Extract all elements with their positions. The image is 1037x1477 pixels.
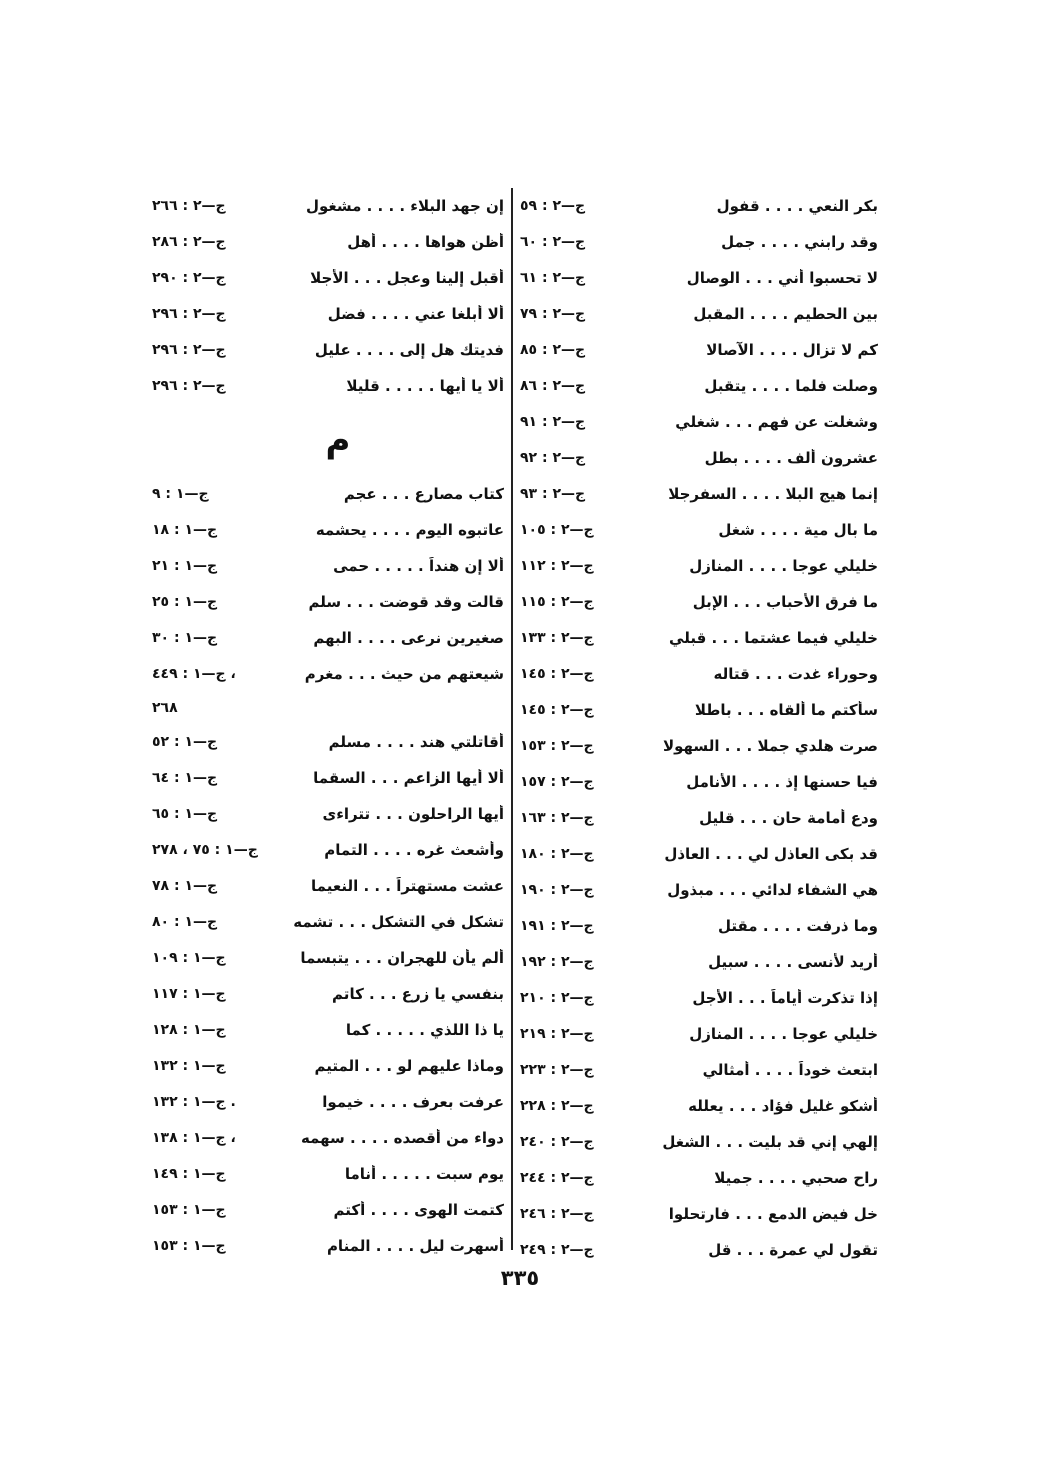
volume-page-ref: ج—٢ : ٢٤٩ — [520, 1242, 594, 1258]
volume-page-ref: ج—١ : ١٣٢ — [152, 1058, 226, 1074]
index-row — [520, 368, 878, 404]
verse-opening: يوم سبت . . . . . أناما — [344, 1165, 504, 1183]
index-row — [152, 868, 504, 904]
verse-opening: إذا تذكرت أياماً . . . الأجل — [692, 989, 878, 1007]
volume-page-ref: ج—٢ : ١١٢ — [520, 558, 594, 574]
index-row — [520, 728, 878, 764]
index-row — [152, 976, 504, 1012]
volume-page-ref: ج—٢ : ٨٥ — [520, 342, 586, 358]
verse-opening: كم لا تزال . . . . الآصالا — [706, 341, 878, 359]
volume-page-ref: ج—٢ : ١٥٧ — [520, 774, 594, 790]
verse-opening: فديتك هل إلى . . . . عليل — [314, 341, 504, 359]
index-row — [520, 944, 878, 980]
verse-opening: عاتبوه اليوم . . . . يحشمه — [315, 521, 504, 539]
verse-opening: بين الحطيم . . . . المقبل — [693, 305, 878, 323]
index-row — [520, 1052, 878, 1088]
index-row — [152, 224, 504, 260]
verse-opening: إلهي إني قد بليت . . . الشغل — [662, 1133, 878, 1151]
left-column — [152, 188, 504, 1264]
verse-opening: أشكو غليل فؤاد . . . يعلله — [688, 1097, 878, 1115]
verse-opening: ألم يأن للهجران . . . يتبسما — [300, 949, 504, 967]
verse-opening: ألا أيها الزاعم . . . السقما — [313, 769, 504, 787]
volume-page-ref: ج—٢ : ١٩٠ — [520, 882, 594, 898]
verse-opening: شيعتهم من حيث . . . مغرم — [304, 665, 504, 683]
verse-opening: خليلي عوجا . . . . المنازل — [689, 557, 878, 575]
index-row — [520, 872, 878, 908]
index-row — [520, 260, 878, 296]
verse-opening: راح صحبي . . . . جميلا — [714, 1169, 878, 1187]
volume-page-ref: ج—١ : ٤٤٩ ، — [152, 666, 236, 682]
verse-opening: قالت وقد قوضت . . . سلم — [308, 593, 504, 611]
volume-page-ref: ج—٢ : ٩٢ — [520, 450, 586, 466]
verse-opening: وشغلت عن فهم . . . شغلي — [675, 413, 878, 431]
volume-page-ref: ج—١ : ١٥٣ — [152, 1202, 226, 1218]
verse-opening: عشت مستهتراً . . . النعيما — [311, 877, 504, 895]
index-row — [520, 620, 878, 656]
index-row — [152, 796, 504, 832]
verse-opening: عشرون ألف . . . . بطل — [704, 449, 878, 467]
index-row — [152, 512, 504, 548]
volume-page-ref: ج—٢ : ٢١٠ — [520, 990, 594, 1006]
volume-page-ref: ج—١ : ٢١ — [152, 558, 218, 574]
volume-page-ref: ج—٢ : ١١٥ — [520, 594, 594, 610]
verse-opening: خليلي عوجا . . . . المنازل — [689, 1025, 878, 1043]
volume-page-ref: ج—٢ : ١٤٥ — [520, 702, 594, 718]
verse-opening: تقول لي عمرة . . . قل — [708, 1241, 878, 1259]
index-row — [152, 1084, 504, 1120]
volume-page-ref: ج—١ : ١١٧ — [152, 986, 226, 1002]
verse-opening: ألا إن هنداً . . . . . حمى — [333, 557, 504, 575]
verse-opening: تشكل في التشكل . . . تشمه — [293, 913, 504, 931]
index-row — [520, 1160, 878, 1196]
index-row — [152, 1120, 504, 1156]
verse-opening: أقبل إلينا وعجل . . . الأجلا — [310, 269, 504, 287]
verse-opening: إن جهد البلاء . . . . مشغول — [305, 197, 504, 215]
verse-opening: أقاتلتي هند . . . . مسلم — [328, 733, 504, 751]
volume-page-ref: ج—٢ : ٢٩٦ — [152, 378, 226, 394]
volume-page-ref: ج—٢ : ٩٣ — [520, 486, 586, 502]
index-row — [152, 368, 504, 404]
verse-opening: سأكتم ما ألقاه . . . باطلا — [694, 701, 878, 719]
index-row — [152, 332, 504, 368]
volume-page-ref: ج—١ : ٩ — [152, 486, 209, 502]
volume-page-ref: ج—٢ : ١٩١ — [520, 918, 594, 934]
verse-opening: صرت هلدي جملا . . . السهولا — [662, 737, 878, 755]
volume-page-ref: ج—١ : ١٤٩ — [152, 1166, 226, 1182]
index-row — [152, 260, 504, 296]
volume-page-ref: ج—٢ : ٢٦٦ — [152, 198, 226, 214]
index-row — [520, 404, 878, 440]
verse-opening: فيا حسنها إذ . . . . الأنامل — [686, 773, 878, 791]
verse-opening: ابتعث خوداً . . . . أمثالي — [702, 1061, 878, 1079]
index-row — [152, 296, 504, 332]
index-row — [152, 476, 504, 512]
verse-opening: صغيرين نرعى . . . . البهم — [313, 629, 504, 647]
verse-opening: أسهرت ليل . . . . المنام — [326, 1237, 504, 1255]
index-row — [152, 904, 504, 940]
index-row — [520, 188, 878, 224]
section-letter: م — [325, 420, 351, 460]
verse-opening: ما فرق الأحباب . . . الإبل — [692, 593, 878, 611]
verse-opening: أظن هواها . . . . أهل — [347, 233, 504, 251]
verse-opening: عرفت بعرف . . . . خيموا — [322, 1093, 504, 1111]
volume-page-ref: ج—٢ : ٥٩ — [520, 198, 586, 214]
verse-opening: وحوراء غدت . . . قتاله — [713, 665, 878, 683]
verse-opening: وصلت فلما . . . . يتقبل — [704, 377, 878, 395]
index-row — [520, 512, 878, 548]
volume-page-ref: ج—٢ : ٢٨٦ — [152, 234, 226, 250]
index-row — [152, 1048, 504, 1084]
volume-page-ref: ج—٢ : ٩١ — [520, 414, 586, 430]
volume-page-ref: ج—٢ : ٦٠ — [520, 234, 586, 250]
volume-page-ref: ج—٢ : ١٩٢ — [520, 954, 594, 970]
index-row — [152, 832, 504, 868]
column-divider — [511, 188, 513, 1250]
volume-page-ref: ج—١ : ٧٨ — [152, 878, 218, 894]
volume-page-ref: ج—٢ : ٢٩٦ — [152, 342, 226, 358]
volume-page-ref: ج—١ : ٧٥ ، ٢٧٨ — [152, 842, 258, 858]
verse-opening: كتمت الهوى . . . . أكتم — [333, 1201, 504, 1219]
volume-page-ref: ج—١ : ١٨ — [152, 522, 218, 538]
verse-opening: خليلي فيما عشتما . . . قبلي — [669, 629, 878, 647]
volume-page-ref: ج—١ : ٣٠ — [152, 630, 218, 646]
index-row — [520, 1124, 878, 1160]
verse-opening: وأشعث غره . . . . التمام — [324, 841, 504, 859]
volume-page-ref: ج—٢ : ١٤٥ — [520, 666, 594, 682]
page-number: ٣٣٥ — [500, 1266, 540, 1290]
volume-page-ref: ج—٢ : ٢٤٦ — [520, 1206, 594, 1222]
verse-opening: قد بكى العاذل لي . . . العاذل — [664, 845, 878, 863]
volume-page-ref: ج—١ : ١٠٩ — [152, 950, 226, 966]
volume-page-ref: ج—٢ : ٨٦ — [520, 378, 586, 394]
verse-opening: لا تحسبوا أني . . . الوصال — [686, 269, 878, 287]
index-row — [520, 1016, 878, 1052]
verse-opening: بنفسي يا زرع . . . كاتم — [332, 985, 504, 1003]
volume-page-ref: ج—٢ : ١٥٣ — [520, 738, 594, 754]
index-row — [520, 332, 878, 368]
volume-page-ref: ج—١ : ٥٢ — [152, 734, 218, 750]
volume-page-ref: ج—١ : ١٣٢ . — [152, 1094, 236, 1110]
index-row — [520, 1088, 878, 1124]
verse-opening: ودع أمامة حان . . . قليل — [699, 809, 878, 827]
volume-page-ref: ج—١ : ٦٥ — [152, 806, 218, 822]
index-row — [152, 620, 504, 656]
reference-continuation: ٢٦٨ — [152, 700, 178, 716]
verse-opening: يا ذا اللذي . . . . . كما — [345, 1021, 504, 1039]
index-row — [520, 224, 878, 260]
verse-opening: دواء من أقصده . . . . سهمه — [300, 1129, 504, 1147]
index-row — [520, 296, 878, 332]
index-row — [520, 476, 878, 512]
verse-opening: وماذا عليهم لو . . . المتيم — [314, 1057, 504, 1075]
volume-page-ref: ج—٢ : ٢١٩ — [520, 1026, 594, 1042]
volume-page-ref: ج—١ : ٢٥ — [152, 594, 218, 610]
index-row — [520, 1196, 878, 1232]
verse-opening: بكر النعي . . . . قفول — [716, 197, 878, 215]
volume-page-ref: ج—٢ : ٢٤٠ — [520, 1134, 594, 1150]
index-row — [152, 1228, 504, 1264]
volume-page-ref: ج—١ : ٦٤ — [152, 770, 218, 786]
volume-page-ref: ج—١ : ١٣٨ ، — [152, 1130, 236, 1146]
right-column — [520, 188, 878, 1268]
index-row — [520, 800, 878, 836]
index-row — [520, 764, 878, 800]
volume-page-ref: ج—٢ : ٢٩٠ — [152, 270, 226, 286]
verse-opening: ما بال مية . . . . شغل — [718, 521, 878, 539]
index-row — [152, 548, 504, 584]
volume-page-ref: ج—١ : ١٢٨ — [152, 1022, 226, 1038]
index-row — [152, 940, 504, 976]
verse-opening: أيها الراحلون . . . تتراءى — [322, 805, 504, 823]
index-row — [152, 188, 504, 224]
index-row — [520, 836, 878, 872]
volume-page-ref: ج—١ : ٨٠ — [152, 914, 218, 930]
index-row — [520, 980, 878, 1016]
index-row — [520, 692, 878, 728]
volume-page-ref: ج—٢ : ١٦٣ — [520, 810, 594, 826]
verse-opening: كتاب مصارع . . . عجم — [343, 485, 504, 503]
volume-page-ref: ج—٢ : ٦١ — [520, 270, 586, 286]
verse-opening: خل فيض الدمع . . . فارتحلوا — [668, 1205, 878, 1223]
verse-opening: إنما هيج البلا . . . . السفرجلا — [668, 485, 878, 503]
index-row — [152, 1012, 504, 1048]
index-row — [520, 548, 878, 584]
index-row — [152, 1156, 504, 1192]
index-row — [520, 1232, 878, 1268]
volume-page-ref: ج—١ : ١٥٣ — [152, 1238, 226, 1254]
index-row — [152, 724, 504, 760]
index-row — [520, 908, 878, 944]
index-row — [520, 440, 878, 476]
volume-page-ref: ج—٢ : ٢٢٣ — [520, 1062, 594, 1078]
volume-page-ref: ج—٢ : ١٠٥ — [520, 522, 594, 538]
verse-opening: وما ذرفت . . . . مقتل — [718, 917, 878, 935]
volume-page-ref: ج—٢ : ١٨٠ — [520, 846, 594, 862]
volume-page-ref: ج—٢ : ٢٢٨ — [520, 1098, 594, 1114]
verse-opening: هي الشفاء لدائي . . . مبذول — [667, 881, 878, 899]
index-row — [152, 760, 504, 796]
volume-page-ref: ج—٢ : ٧٩ — [520, 306, 586, 322]
volume-page-ref: ج—٢ : ٢٩٦ — [152, 306, 226, 322]
verse-opening: ألا أبلغا عني . . . . فضل — [327, 305, 504, 323]
index-row — [152, 656, 504, 692]
index-row — [152, 1192, 504, 1228]
index-row — [520, 584, 878, 620]
verse-opening: وقد رابني . . . . جمل — [721, 233, 878, 251]
volume-page-ref: ج—٢ : ١٣٣ — [520, 630, 594, 646]
volume-page-ref: ج—٢ : ٢٤٤ — [520, 1170, 594, 1186]
verse-opening: ألا يا أيها . . . . . قليلا — [346, 377, 504, 395]
verse-opening: أريد لأنسى . . . . سبيل — [708, 953, 878, 971]
index-row — [152, 584, 504, 620]
index-row — [520, 656, 878, 692]
